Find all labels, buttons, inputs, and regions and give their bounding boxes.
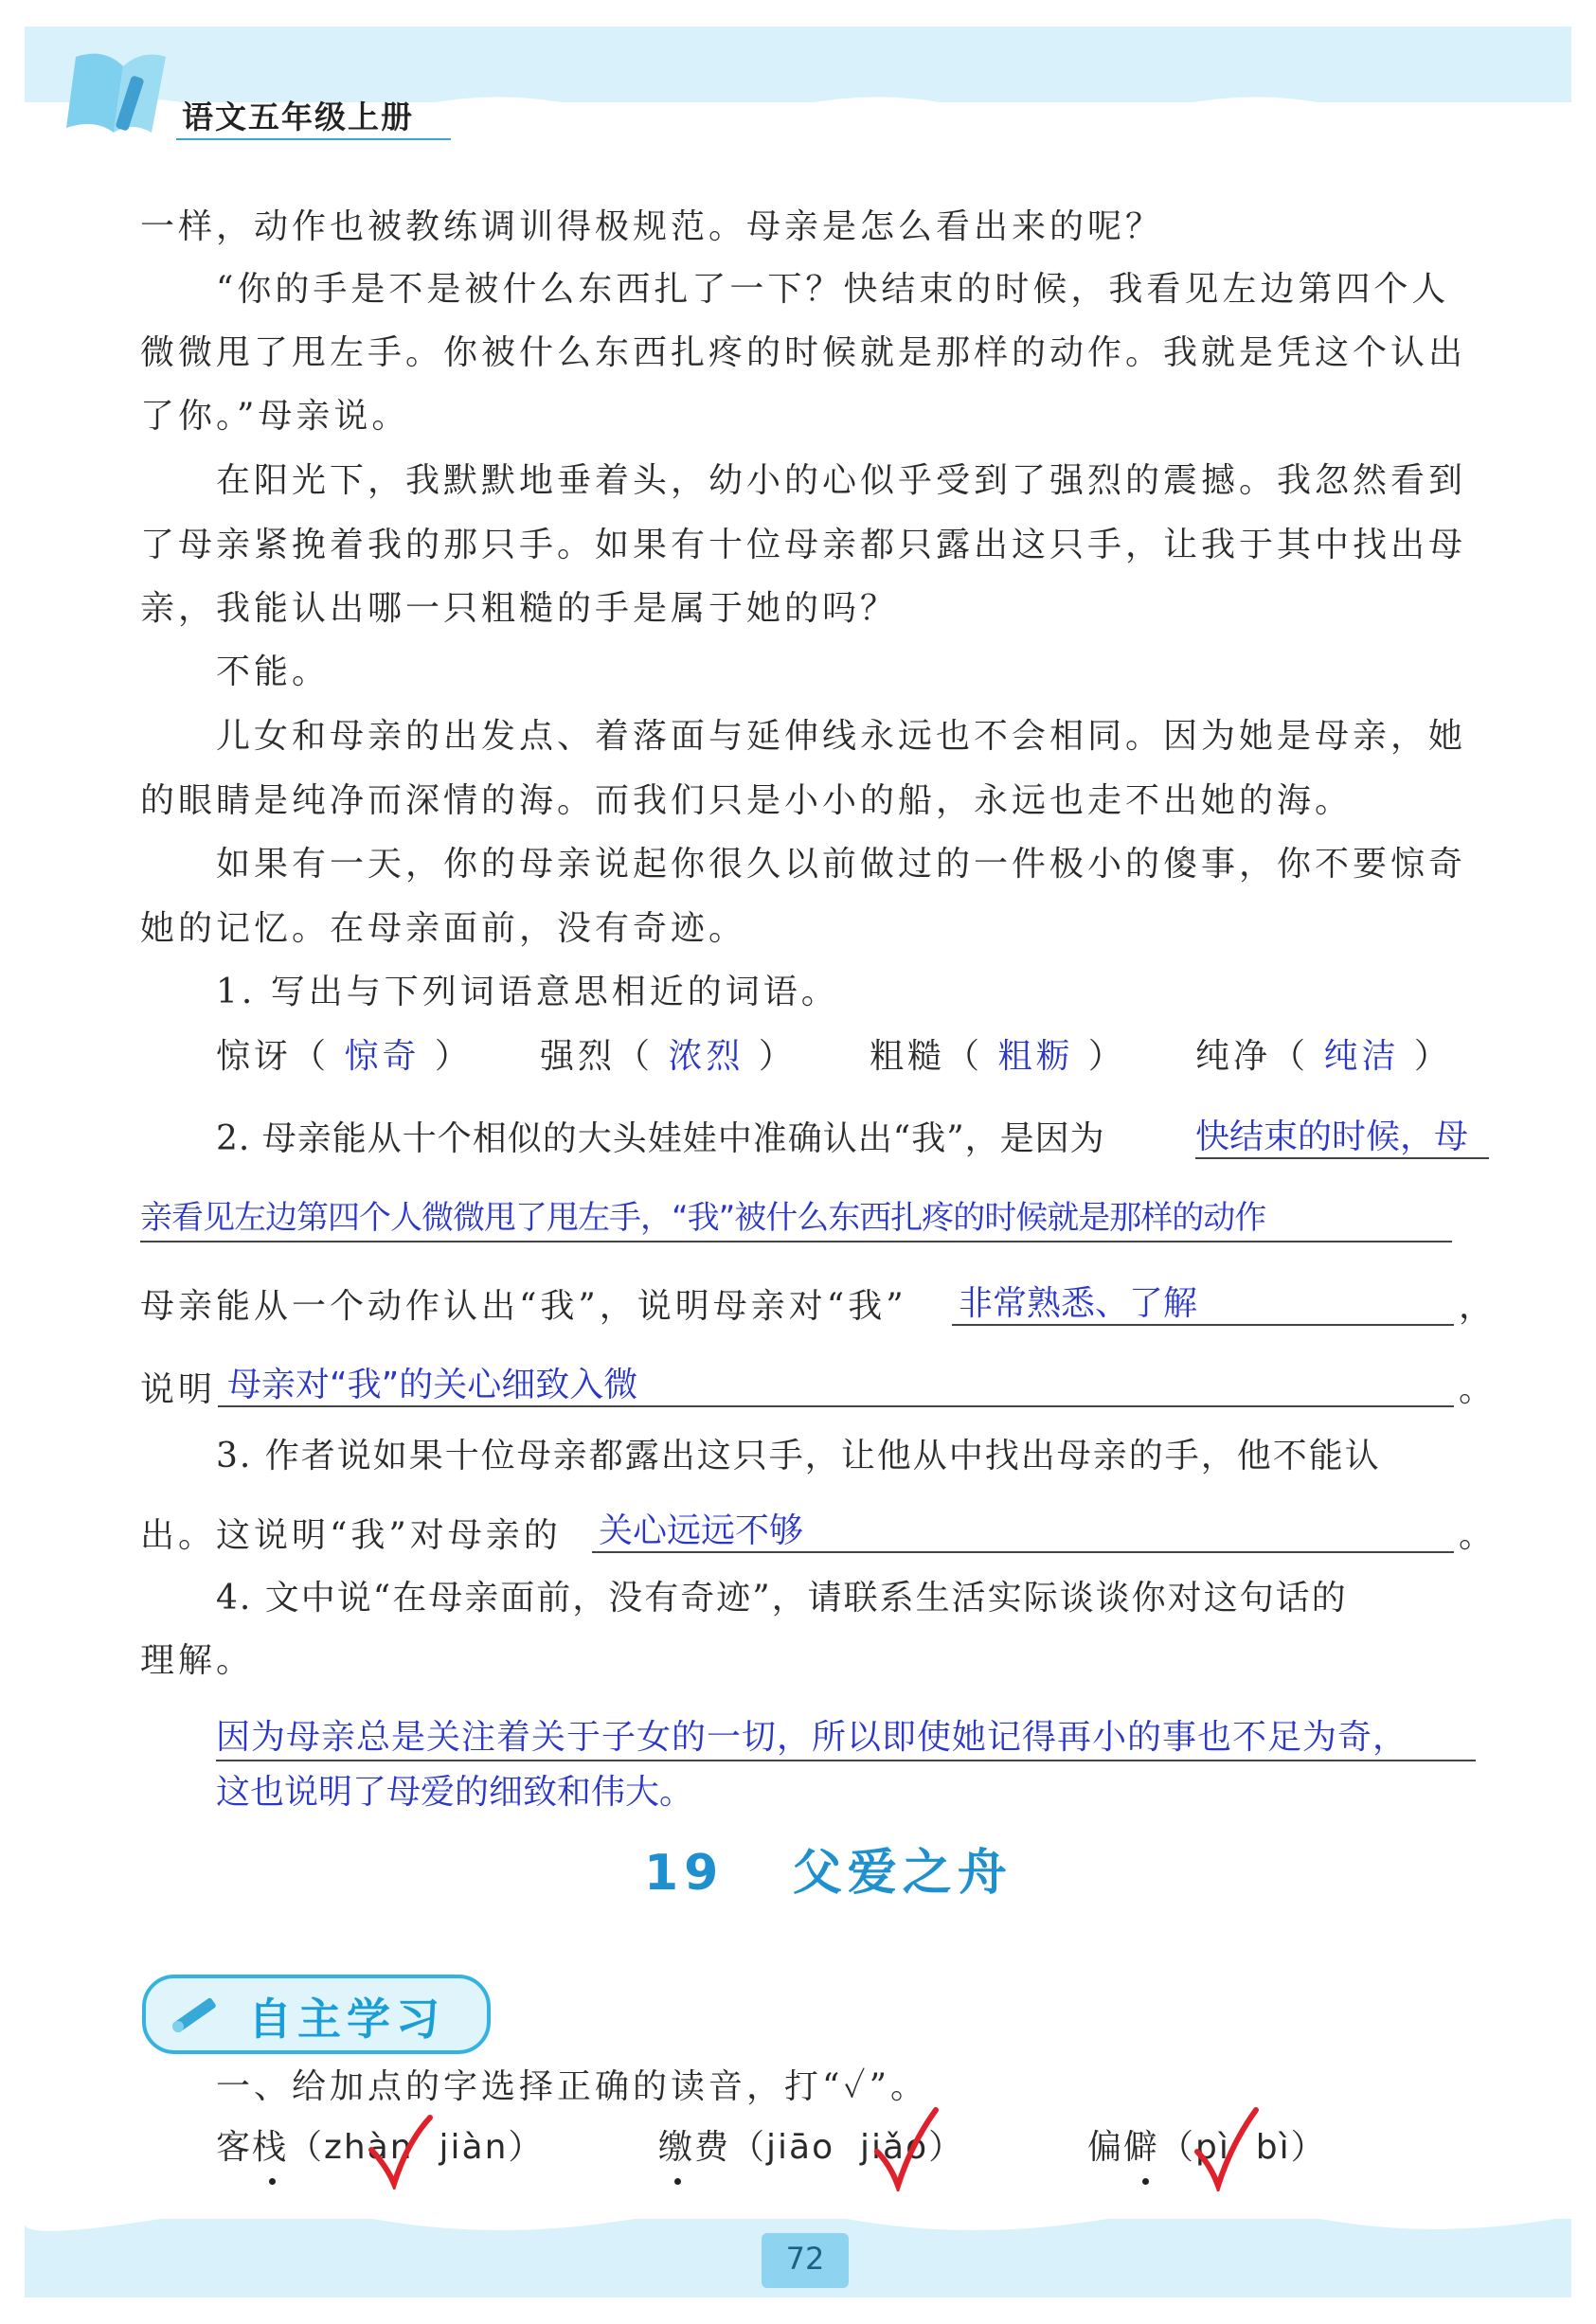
q1-pair: 纯净（ 纯洁 ） bbox=[1195, 1037, 1452, 1076]
page-number: 72 bbox=[785, 2241, 825, 2277]
q1-answer: 惊奇 bbox=[344, 1037, 421, 1076]
section-label: 自主学习 bbox=[248, 1993, 445, 2045]
q1-word: 纯净 bbox=[1195, 1037, 1272, 1076]
book-title: 语文五年级上册 bbox=[182, 98, 414, 135]
comma: ， bbox=[1459, 1287, 1497, 1326]
question-4-line2: 理解。 bbox=[140, 1641, 255, 1680]
q2-answer-line1: 快结束的时候，母 bbox=[1195, 1117, 1469, 1156]
question-3-line1: 3. 作者说如果十位母亲都露出这只手，让他从中找出母亲的手，他不能认 bbox=[216, 1437, 1381, 1475]
book-pen-logo-icon bbox=[57, 38, 170, 142]
period: 。 bbox=[1459, 1370, 1497, 1409]
item-word: 偏僻 bbox=[1087, 2128, 1160, 2167]
passage-line: 她的记忆。在母亲面前，没有奇迹。 bbox=[140, 909, 747, 948]
question-1-prompt: 1. 写出与下列词语意思相近的词语。 bbox=[216, 973, 839, 1011]
item-word: 缴费 bbox=[658, 2128, 731, 2167]
answer-underline bbox=[140, 1241, 1452, 1242]
q2-prompt3: 说明 bbox=[140, 1370, 217, 1409]
passage-line: 如果有一天，你的母亲说起你很久以前做过的一件极小的傻事，你不要惊奇 bbox=[216, 845, 1467, 884]
q1-answer: 浓烈 bbox=[668, 1037, 744, 1076]
q1-word: 粗糙 bbox=[870, 1037, 946, 1076]
q2-answer3: 母亲对“我”的关心细致入微 bbox=[227, 1366, 638, 1404]
q4-answer-line2: 这也说明了母爱的细致和伟大。 bbox=[216, 1773, 694, 1812]
option: pì bbox=[1195, 2128, 1230, 2167]
q4-answer-line1: 因为母亲总是关注着关于子女的一切，所以即使她记得再小的事也不足为奇， bbox=[216, 1718, 1408, 1757]
q1-word: 强烈 bbox=[540, 1037, 617, 1076]
q1-answer: 粗粝 bbox=[997, 1037, 1074, 1076]
checkmark-icon bbox=[368, 2114, 434, 2190]
question-3-line2: 出。这说明“我”对母亲的 bbox=[140, 1516, 562, 1555]
answer-underline bbox=[952, 1324, 1454, 1326]
passage-line: 微微甩了甩左手。你被什么东西扎疼的时候就是那样的动作。我就是凭这个认出 bbox=[140, 333, 1467, 372]
chapter-heading bbox=[644, 1832, 1013, 1904]
passage-line: “你的手是不是被什么东西扎了一下？快结束的时候，我看见左边第四个人 bbox=[216, 270, 1450, 309]
item-word: 客栈 bbox=[216, 2128, 289, 2167]
chapter-title: 父爱之舟 bbox=[792, 1845, 1013, 1902]
pinyin-item: 偏僻（pì bì） bbox=[1087, 2128, 1327, 2167]
passage-line: 了母亲紧挽着我的那只手。如果有十位母亲都只露出这只手，让我于其中找出母 bbox=[140, 526, 1467, 564]
q1-word: 惊讶 bbox=[216, 1037, 293, 1076]
pinyin-item: 缴费（jiāo jiǎo） bbox=[658, 2128, 965, 2167]
pinyin-item: 客栈（zhàn jiàn） bbox=[216, 2128, 545, 2167]
passage-line: 了你。”母亲说。 bbox=[140, 397, 410, 436]
option: jiàn bbox=[439, 2128, 509, 2167]
passage-line: 不能。 bbox=[216, 653, 331, 691]
q2-answer-line2: 亲看见左边第四个人微微甩了甩左手，“我”被什么东西扎疼的时候就是那样的动作 bbox=[140, 1199, 1266, 1237]
option: zhàn bbox=[324, 2128, 414, 2167]
q1-answer: 纯洁 bbox=[1323, 1037, 1400, 1076]
q1-pair: 强烈（ 浓烈 ） bbox=[540, 1037, 797, 1076]
answer-underline bbox=[1195, 1157, 1489, 1159]
passage-line: 在阳光下，我默默地垂着头，幼小的心似乎受到了强烈的震撼。我忽然看到 bbox=[216, 461, 1467, 500]
period: 。 bbox=[1459, 1516, 1497, 1555]
checkmark-icon bbox=[873, 2106, 940, 2191]
answer-underline bbox=[218, 1405, 1454, 1407]
answer-underline bbox=[216, 1760, 1476, 1761]
checkmark-icon bbox=[1193, 2106, 1260, 2191]
question-4-line1: 4. 文中说“在母亲面前，没有奇迹”，请联系生活实际谈谈你对这句话的 bbox=[216, 1579, 1348, 1618]
q3-answer: 关心远远不够 bbox=[599, 1511, 804, 1550]
q1-pair: 粗糙（ 粗粝 ） bbox=[870, 1037, 1126, 1076]
q1-pair: 惊讶（ 惊奇 ） bbox=[216, 1037, 473, 1076]
passage-line: 的眼睛是纯净而深情的海。而我们只是小小的船，永远也走不出她的海。 bbox=[140, 781, 1354, 820]
question-2-prompt: 2. 母亲能从十个相似的大头娃娃中准确认出“我”，是因为 bbox=[216, 1119, 1105, 1158]
passage-line: 一样，动作也被教练调训得极规范。母亲是怎么看出来的呢？ bbox=[140, 207, 1164, 246]
passage-line: 亲，我能认出哪一只粗糙的手是属于她的吗？ bbox=[140, 589, 899, 628]
pencil-icon bbox=[163, 1985, 229, 2038]
emphasis-dot bbox=[1142, 2178, 1149, 2185]
passage-line: 儿女和母亲的出发点、着落面与延伸线永远也不会相同。因为她是母亲，她 bbox=[216, 717, 1467, 756]
q2-answer2: 非常熟悉、了解 bbox=[959, 1284, 1198, 1323]
exercise-1-prompt: 一、给加点的字选择正确的读音，打“✓”。 bbox=[216, 2067, 929, 2106]
answer-underline bbox=[592, 1551, 1454, 1553]
chapter-number: 19 bbox=[644, 1845, 725, 1902]
q2-prompt2: 母亲能从一个动作认出“我”，说明母亲对“我” bbox=[140, 1287, 907, 1326]
emphasis-dot bbox=[674, 2178, 681, 2185]
option: jiāo bbox=[766, 2128, 835, 2167]
emphasis-dot bbox=[269, 2178, 276, 2185]
option: jiǎo bbox=[860, 2128, 929, 2167]
header-underline bbox=[176, 138, 451, 140]
option: bì bbox=[1255, 2128, 1291, 2167]
